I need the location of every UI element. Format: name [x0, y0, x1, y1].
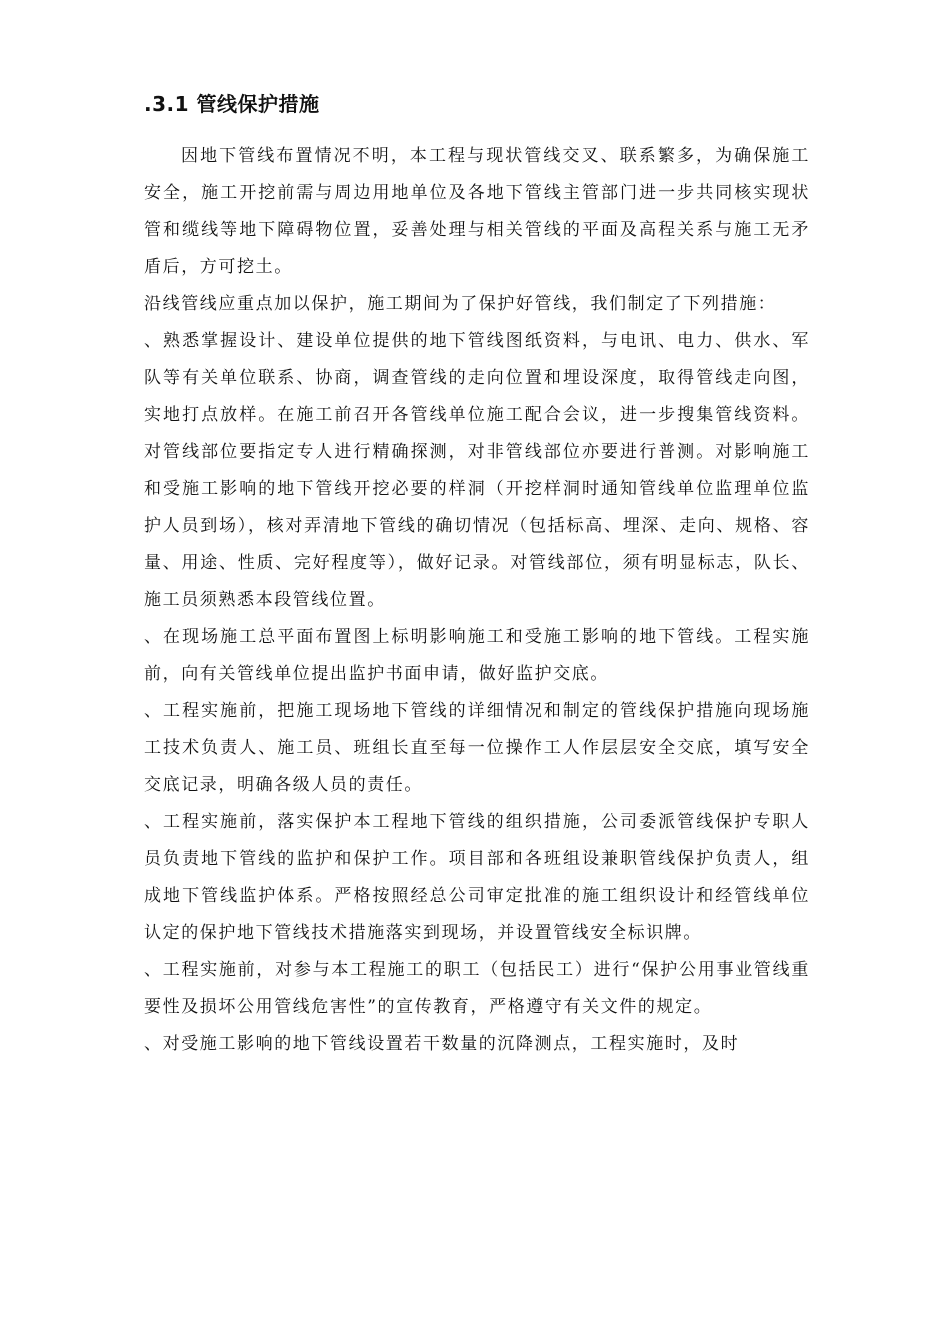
paragraph-measure-5: 、工程实施前，对参与本工程施工的职工（包括民工）进行“保护公用事业管线重要性及损坏公用管线危害性”的宣传教育，严格遵守有关文件的规定。 — [144, 960, 810, 1017]
paragraph-measures-lead: 沿线管线应重点加以保护，施工期间为了保护好管线，我们制定了下列措施： — [144, 294, 777, 314]
paragraph-measure-1: 、熟悉掌握设计、建设单位提供的地下管线图纸资料，与电讯、电力、供水、军队等有关单位联系、协商，调查管线的走向位置和埋设深度，取得管线走向图，实地打点放样。在施工前召开各管线单位施工配合会议，进一步搜集管线资料。对管线部位要指定专人进行精确探测，对非管线部位亦要进行普测。对影响施工和受施工影响的地下管线开挖必要的样洞（开挖样洞时通知管线单位监理单位监护人员到场），核对弄清地下管线的确切情况（包括标高、埋深、走向、规格、容量、用途、性质、完好程度等），做好记录。对管线部位，须有明显标志，队长、施工员须熟悉本段管线位置。 — [144, 331, 810, 610]
paragraph-measure-2: 、在现场施工总平面布置图上标明影响施工和受施工影响的地下管线。工程实施前，向有关管线单位提出监护书面申请，做好监护交底。 — [144, 627, 810, 684]
paragraph-measure-3: 、工程实施前，把施工现场地下管线的详细情况和制定的管线保护措施向现场施工技术负责人、施工员、班组长直至每一位操作工人作层层安全交底，填写安全交底记录，明确各级人员的责任。 — [144, 701, 810, 795]
paragraph-measure-4: 、工程实施前，落实保护本工程地下管线的组织措施，公司委派管线保护专职人员负责地下管线的监护和保护工作。项目部和各班组设兼职管线保护负责人，组成地下管线监护体系。严格按照经总公司审定批准的施工组织设计和经管线单位认定的保护地下管线技术措施落实到现场，并设置管线安全标识牌。 — [144, 812, 810, 943]
paragraph-measure-6: 、对受施工影响的地下管线设置若干数量的沉降测点，工程实施时，及时 — [144, 1034, 740, 1054]
paragraph-intro: 因地下管线布置情况不明，本工程与现状管线交叉、联系繁多，为确保施工安全，施工开挖前需与周边用地单位及各地下管线主管部门进一步共同核实现状管和缆线等地下障碍物位置，妥善处理与相关管线的平面及高程关系与施工无矛盾后，方可挖土。 — [144, 146, 810, 277]
document-body — [144, 86, 810, 1063]
section-heading: .3.1 管线保护措施 — [144, 92, 320, 116]
